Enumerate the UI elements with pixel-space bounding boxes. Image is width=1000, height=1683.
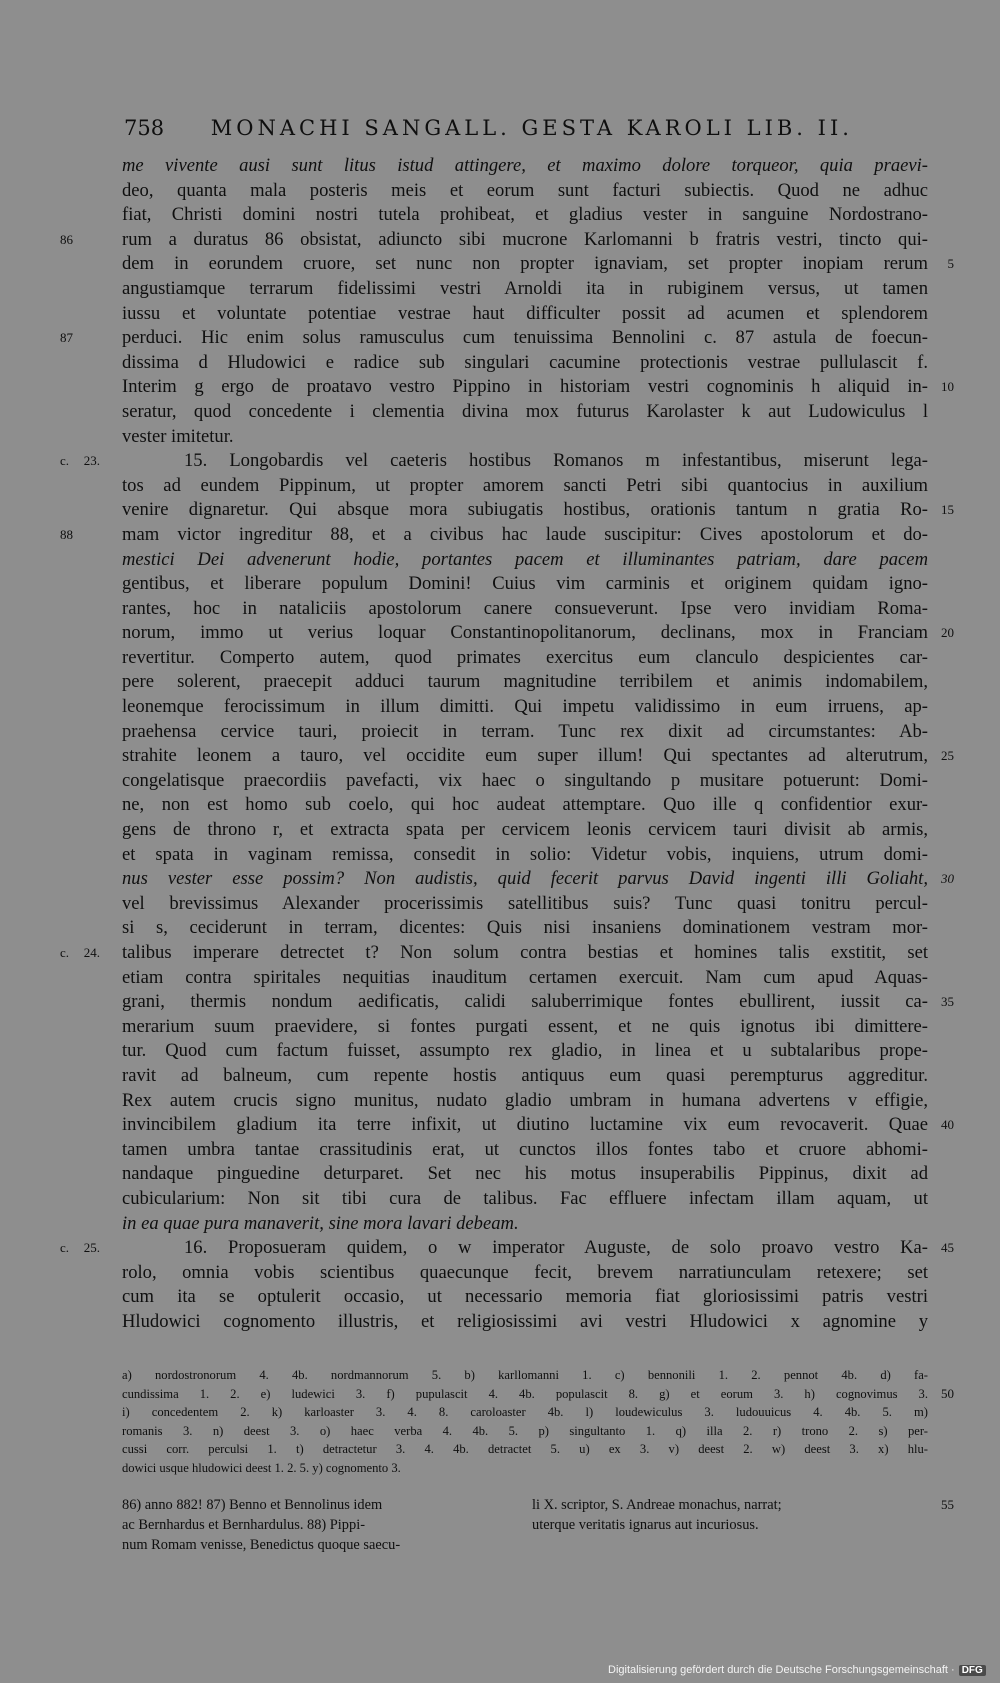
line-text: nus vester esse possim? Non audistis, quid fecerit parvus David ingenti illi Goliaht, <box>122 868 928 890</box>
line-text: perduci. Hic enim solus ramusculus cum tenuissima Bennolini c. 87 astula de foecun- <box>122 327 928 349</box>
margin-reference: c. 24. <box>60 945 100 960</box>
text-line <box>60 449 928 474</box>
margin-reference: c. 25. <box>60 1240 100 1256</box>
line-text: Interim g ergo de proatavo vestro Pippino in historiam vestri cognominis h aliquid in- <box>122 376 928 398</box>
footnotes-right-column <box>532 1495 954 1535</box>
footnote-line: 86) anno 882! 87) Benno et Bennolinus idem <box>122 1497 383 1513</box>
line-text: strahite leonem a tauro, vel occidite eum super illum! Qui spectantes ad alterutrum, <box>122 745 928 767</box>
text-line <box>122 892 928 917</box>
footnotes-left-column <box>122 1495 512 1555</box>
line-text: fiat, Christi domini nostri tutela prohibeat, et gladius vester in sanguine Nordostrano- <box>122 204 928 226</box>
footnote-line: ac Bernhardus et Bernhardulus. 88) Pippi- <box>122 1517 365 1533</box>
text-line <box>122 793 928 818</box>
line-text: seratur, quod concedente i clementia divina mox futurus Karolaster k aut Ludowiculus l <box>122 400 928 422</box>
text-line <box>122 990 954 1015</box>
text-line <box>60 326 928 351</box>
text-line <box>122 818 928 843</box>
line-text: revertitur. Comperto autem, quod primates exercitus eum clanculo despicientes car- <box>122 646 928 668</box>
text-line <box>60 228 928 253</box>
text-line <box>122 597 928 622</box>
text-line <box>122 695 928 720</box>
line-text: ne, non est homo sub coelo, qui hoc audeat attemptare. Quo ille q confidentior exur- <box>122 794 928 816</box>
text-line <box>122 474 928 499</box>
text-line <box>122 720 928 745</box>
line-text: vester imitetur. <box>122 425 234 447</box>
text-line <box>122 179 928 204</box>
line-text: 15. Longobardis vel caeteris hostibus Romanos m infestantibus, miserunt lega- <box>184 450 928 472</box>
margin-line-number: 45 <box>941 1240 954 1256</box>
line-text: dem in eorundem cruore, set nunc non propter ignaviam, set propter inopiam rerum <box>122 253 928 275</box>
page-number: 758 <box>124 116 165 140</box>
text-line <box>122 1366 928 1385</box>
text-line <box>122 277 928 302</box>
line-text: praehensa cervice tauri, proiecit in terram. Tunc rex dixit ad circumstantes: Ab- <box>122 720 928 742</box>
margin-reference: 87 <box>60 330 73 346</box>
footnote-line: li X. scriptor, S. Andreae monachus, narrat; <box>532 1497 782 1513</box>
line-text: congelatisque praecordiis pavefacti, vix haec o singultando p musitare potuerunt: Domi- <box>122 769 928 791</box>
line-text: dissima d Hludowici e radice sub singulari cacumine protectionis vestrae pullulascit f. <box>122 351 928 373</box>
text-line <box>122 744 954 769</box>
text-line <box>122 1261 928 1286</box>
line-text: tamen umbra tantae crassitudinis erat, ut cunctos illos fontes tabo et cruore abhomi- <box>122 1138 928 1160</box>
line-text: invincibilem gladium ita terre infixit, ut diutino luctamine vix eum revocaverit. Quae <box>122 1114 928 1136</box>
running-title: MONACHI SANGALL. GESTA KAROLI LIB. II. <box>210 116 853 140</box>
line-text: iussu et voluntate potentiae vestrae haut difficulter possit ad acumen et splendorem <box>122 302 928 324</box>
line-text: Hludowici cognomento illustris, et religiosissimi avi vestri Hludowici x agnomine y <box>122 1310 928 1332</box>
line-text: cubicularium: Non sit tibi cura de talibus. Fac effluere infectam illam aquam, ut <box>122 1187 928 1209</box>
text-line <box>122 1385 954 1404</box>
text-line <box>122 1187 928 1212</box>
margin-line-number: 25 <box>941 748 954 764</box>
line-text: etiam contra spiritales nequitias inauditum certamen exercuit. Nam cum apud Aquas- <box>122 966 928 988</box>
running-header <box>124 116 853 140</box>
text-line <box>122 1440 928 1459</box>
line-text: et spata in vaginam remissa, consedit in solio: Videtur vobis, inquiens, utrum domi- <box>122 843 928 865</box>
text-line <box>122 621 954 646</box>
text-line <box>60 1236 954 1261</box>
margin-line-number: 5 <box>947 256 954 272</box>
line-text: rantes, hoc in nataliciis apostolorum canere consueverunt. Ipse vero invidiam Roma- <box>122 597 928 619</box>
line-text: rum a duratus 86 obsistat, adiuncto sibi mucrone Karlomanni b fratris vestri, tincto qui- <box>122 228 928 250</box>
text-line <box>122 646 928 671</box>
text-line <box>122 670 928 695</box>
text-line <box>122 916 928 941</box>
line-text: gens de throno r, et extracta spata per cervicem leonis cervicem tauri divisit ab armis, <box>122 819 928 841</box>
dfg-logo: DFG <box>959 1665 986 1676</box>
line-text: me vivente ausi sunt litus istud attingere, et maximo dolore torqueor, quia praevi- <box>122 155 928 176</box>
text-line <box>122 769 928 794</box>
text-line <box>122 1015 928 1040</box>
margin-line-number: 40 <box>941 1117 954 1133</box>
line-text: si s, ceciderunt in terram, dicentes: Quis nisi insaniens dominationem vestram mor- <box>122 917 928 939</box>
margin-line-number: 50 <box>941 1385 954 1401</box>
text-line <box>122 843 928 868</box>
text-line <box>122 498 954 523</box>
text-line <box>122 203 928 228</box>
text-line <box>122 1403 928 1422</box>
margin-reference: c. 23. <box>60 453 100 469</box>
line-text: dowici usque hludowici deest 1. 2. 5. y) cognomento 3. <box>122 1460 401 1475</box>
line-text: talibus imperare detrectet t? Non solum contra bestias et homines talis exstitit, set <box>122 942 928 963</box>
line-text: Rex autem crucis signo munitus, nudato gladio umbram in humana advertens v effigie, <box>122 1089 928 1111</box>
line-text: ravit ad balneum, cum repente hostis antiquus eum quasi perempturus aggreditur. <box>122 1064 928 1086</box>
margin-line-number: 35 <box>941 994 954 1010</box>
line-text: grani, thermis nondum aedificatis, calidi saluberrimique fontes ebullirent, iussit ca- <box>122 991 928 1013</box>
line-text: romanis 3. n) deest 3. o) haec verba 4. 4b. 5. p) singultanto 1. q) illa 2. r) trono 2. s) per- <box>122 1423 928 1438</box>
line-text: in ea quae pura manaverit, sine mora lavari debeam. <box>122 1212 519 1234</box>
line-text: cum ita se optulerit occasio, ut necessario memoria fiat gloriosissimi patris vestri <box>122 1286 928 1308</box>
line-text: tur. Quod cum factum fuisset, assumpto rex gladio, in linea et u subtalaribus prope- <box>122 1040 928 1062</box>
line-text: gentibus, et liberare populum Domini! Cuius vim carminis et originem quidam igno- <box>122 573 928 595</box>
margin-reference: 86 <box>60 231 73 247</box>
text-line <box>122 548 928 573</box>
text-line <box>60 941 928 966</box>
line-text: mam victor ingreditur 88, et a civibus hac laude suscipitur: Cives apostolorum et do- <box>122 523 928 545</box>
line-text: rolo, omnia vobis scientibus quaecunque fecit, brevem narratiunculam retexere; set <box>122 1261 928 1283</box>
text-line <box>60 523 928 548</box>
text-line <box>122 1113 954 1138</box>
text-line <box>122 1459 928 1478</box>
text-line <box>122 1089 928 1114</box>
line-text: angustiamque terrarum fidelissimi vestri Arnoldi ita in rubiginem versus, ut tamen <box>122 277 928 299</box>
text-line <box>122 1212 928 1237</box>
footnote-line: uterque veritatis ignarus aut incuriosus. <box>532 1517 759 1533</box>
line-text: cundissima 1. 2. e) ludewici 3. f) pupulascit 4. 4b. populascit 8. g) et eorum 3. h) cognovimus 3. <box>122 1386 928 1401</box>
line-text: 16. Proposueram quidem, o w imperator Auguste, de solo proavo vestro Ka- <box>184 1237 928 1259</box>
line-text: nandaque pinguedine deturparet. Set nec his motus insuperabilis Pippinus, dixit ad <box>122 1163 928 1185</box>
digitization-credit: Digitalisierung gefördert durch die Deutsche Forschungsgemeinschaft · DFG <box>608 1664 986 1676</box>
line-text: mestici Dei advenerunt hodie, portantes pacem et illuminantes patriam, dare pacem <box>122 548 928 570</box>
text-line <box>122 1310 928 1335</box>
margin-line-number: 10 <box>941 379 954 395</box>
footnote-line: num Romam venisse, Benedictus quoque saecu- <box>122 1537 401 1553</box>
text-line <box>122 1422 928 1441</box>
margin-line-number: 55 <box>941 1497 954 1512</box>
main-text <box>60 154 954 1335</box>
line-text: i) concedentem 2. k) karloaster 3. 4. 8. caroloaster 4b. l) loudewiculus 3. ludouuicus 4. 4b. 5. m) <box>122 1405 928 1420</box>
text-line <box>122 351 928 376</box>
text-line <box>122 572 928 597</box>
margin-line-number: 30 <box>941 871 954 887</box>
line-text: tos ad eundem Pippinum, ut propter amorem sancti Petri sibi quantocius in auxilium <box>122 474 928 496</box>
line-text: venire dignaretur. Qui absque mora subiugatis hostibus, orationis tantum n gratia Ro- <box>122 499 928 521</box>
margin-line-number: 15 <box>941 502 954 518</box>
text-line <box>122 154 928 179</box>
line-text: pere solerent, praecepit adduci taurum magnitudine terribilem et animis indomabilem, <box>122 671 928 693</box>
text-line <box>122 1039 928 1064</box>
margin-line-number: 20 <box>941 625 954 641</box>
margin-reference: 88 <box>60 526 73 542</box>
line-text: norum, immo ut verius loquar Constantinopolitanorum, declinans, mox in Franciam <box>122 622 928 644</box>
line-text: merarium suum praevidere, si fontes purgati essent, et ne quis ignotus ibi dimittere- <box>122 1015 928 1037</box>
line-text: leonemque ferocissimum in illum dimitti. Qui impetu validissimo in eum irruens, ap- <box>122 696 928 718</box>
line-text: cussi corr. perculsi 1. t) detractetur 3. 4. 4b. detractet 5. u) ex 3. v) deest 2. w) deest 3. x) hlu- <box>122 1442 928 1457</box>
text-line <box>122 867 954 892</box>
text-line <box>122 1162 928 1187</box>
text-line <box>122 1064 928 1089</box>
apparatus-notes <box>122 1366 954 1478</box>
text-line <box>122 1285 928 1310</box>
text-line <box>122 375 954 400</box>
text-line <box>122 1138 928 1163</box>
text-line <box>122 425 928 450</box>
text-line <box>122 302 928 327</box>
line-text: deo, quanta mala posteris meis et eorum sunt facturi subiectis. Quod ne adhuc <box>122 179 928 201</box>
line-text: a) nordostronorum 4. 4b. nordmannorum 5. b) karllomanni 1. c) bennonili 1. 2. pennot 4b. d) fa- <box>122 1368 928 1382</box>
text-line <box>122 252 954 277</box>
line-text: vel brevissimus Alexander procerissimis satellitibus suis? Tunc quasi tonitru percul- <box>122 892 928 914</box>
text-line <box>122 400 928 425</box>
text-line <box>122 966 928 991</box>
